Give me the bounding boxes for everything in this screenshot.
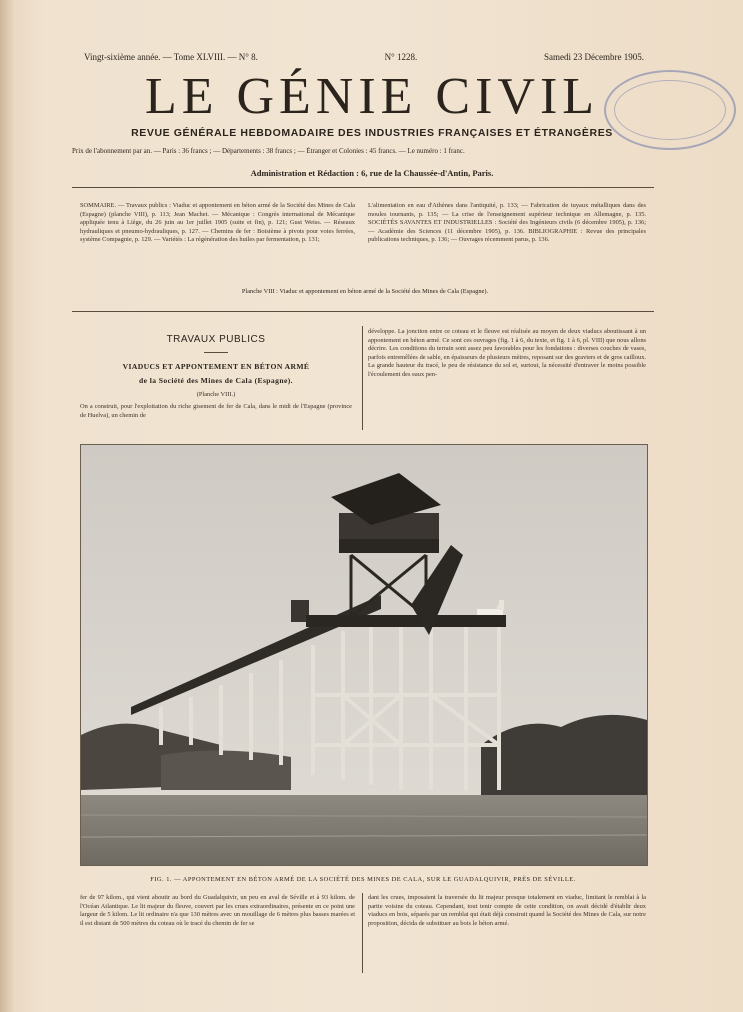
library-stamp-ring <box>614 80 726 140</box>
column-divider-bottom <box>362 893 363 973</box>
article-column-4: dant les crues, imposaient la traversée du lit majeur presque totalement en viaduc, limitant le remblai à la partie voisine du coteau. Cependant, tout tenir compte de cette condition, on avait décidé d'établir deux viaducs en bois, séparés par un remblai qui était déjà construit quand la Société des Mines de Cala, sur notre proposition, décida de substituer au bois le béton armé. <box>368 894 646 927</box>
photo-illustration <box>81 445 647 865</box>
article-column-2: développe. La jonction entre ce coteau et le fleuve est réalisée au moyen de deux viaducs aboutissant à un appontement en béton armé. Ce sont ces ouvrages (fig. 1 à 6, du texte, et fig. 1 à 6, pl. VIII) que nous allons décrire. Les conditions du terrain sont assez peu favorables pour les fondations : diverses couches de vases, parfois entremêlées de sable, en épaisseurs de plusieurs mètres, reposant sur des graviers et de gros cailloux. La grande hauteur du tracé, le peu de résistance du sol et, surtout, la nécessité d'entraver le moins possible l'écoulement des eaux pen- <box>368 328 646 378</box>
library-stamp <box>604 70 736 150</box>
issue-date: Samedi 23 Décembre 1905. <box>544 52 644 62</box>
section-title: TRAVAUX PUBLICS <box>166 334 266 345</box>
volume-info: Vingt-sixième année. — Tome XLVIII. — N° 8. <box>84 52 258 62</box>
summary-left: SOMMAIRE. — Travaux publics : Viaduc et appontement en béton armé de la Société des Mines de Cala (Espagne) (planche VIII), p. 113; Jean Machet. — Mécanique : Congrès international de Mécanique appliquée tenu à Liège, du 26 juin au 1er juillet 1905 (suite et fin), p. 121; Gust Weiss. — Réseaux hydrauliques et pneumo-hydrauliques, p. 127. — Chemins de fer : Boisième à pivots pour voies ferrées, système Compagnie, p. 129. — Variétés : La régénération des huiles par fermentation, p. 131; <box>80 202 355 244</box>
header-rule <box>72 187 654 188</box>
subscription-prices: Prix de l'abonnement par an. — Paris : 36 francs ; — Départements : 38 francs ; — Étranger et Colonies : 45 francs. — Le numéro : 1 franc. <box>72 147 465 155</box>
summary-right: L'alimentation en eau d'Athènes dans l'antiquité, p. 133; — Fabrication de tuyaux métalliques dans des moules tournants, p. 135; — La crise de l'enseignement supérieur technique en Allemagne, p. 135. SOCIÉTÉS SAVANTES ET INDUSTRIELLES : Société des Ingénieurs civils (6 décembre 1905), p. 136; — Académie des Sciences (11 décembre 1905), p. 136. BIBLIOGRAPHIE : Revue des principales publications techniques, p. 136; — Ouvrages récemment parus, p. 136. <box>368 202 646 244</box>
planche-note: Planche VIII : Viaduc et appontement en béton armé de la Société des Mines de Cala (Espagne). <box>241 288 489 295</box>
issue-line <box>84 52 644 62</box>
masthead-subtitle: REVUE GÉNÉRALE HEBDOMADAIRE DES INDUSTRIES FRANÇAISES ET ÉTRANGÈRES <box>131 127 613 139</box>
article-column-1: On a construit, pour l'exploitation du riche gisement de fer de Cala, dans le midi de l'Espagne (province de Huelva), un chemin de <box>80 403 352 419</box>
masthead-title: LE GÉNIE CIVIL <box>144 68 600 125</box>
binding-spine <box>0 0 14 1012</box>
issue-number: N° 1228. <box>384 52 418 62</box>
section-dash <box>204 352 228 353</box>
figure-caption: FIG. 1. — APPONTEMENT EN BÉTON ARMÉ DE LA SOCIÉTÉ DES MINES DE CALA, SUR LE GUADALQUIVIR, PRÈS DE SÉVILLE. <box>150 876 576 883</box>
administration-address: Administration et Rédaction : 6, rue de la Chaussée-d'Antin, Paris. <box>250 168 494 178</box>
pier-photograph <box>80 444 648 866</box>
article-title: VIADUCS ET APPONTEMENT EN BÉTON ARMÉ <box>122 362 310 371</box>
column-divider-top <box>362 326 363 430</box>
article-column-3: fer de 97 kilom., qui vient aboutir au bord du Guadalquivir, un peu en aval de Séville et à 93 kilom. de l'Océan Atlantique. Le lit majeur du fleuve, couvert par les crues extraordinaires, présente en ce point une largeur de 5 kilom. Le lit ordinaire n'a que 130 mètres avec un mouillage de 6 mètres plus basses marées et il est distant de 500 mètres du coteau où le tracé du chemin de fer se <box>80 894 355 927</box>
plate-reference: (Planche VIII.) <box>196 391 236 398</box>
summary-rule <box>72 311 654 312</box>
article-subtitle: de la Société des Mines de Cala (Espagne). <box>139 376 293 385</box>
